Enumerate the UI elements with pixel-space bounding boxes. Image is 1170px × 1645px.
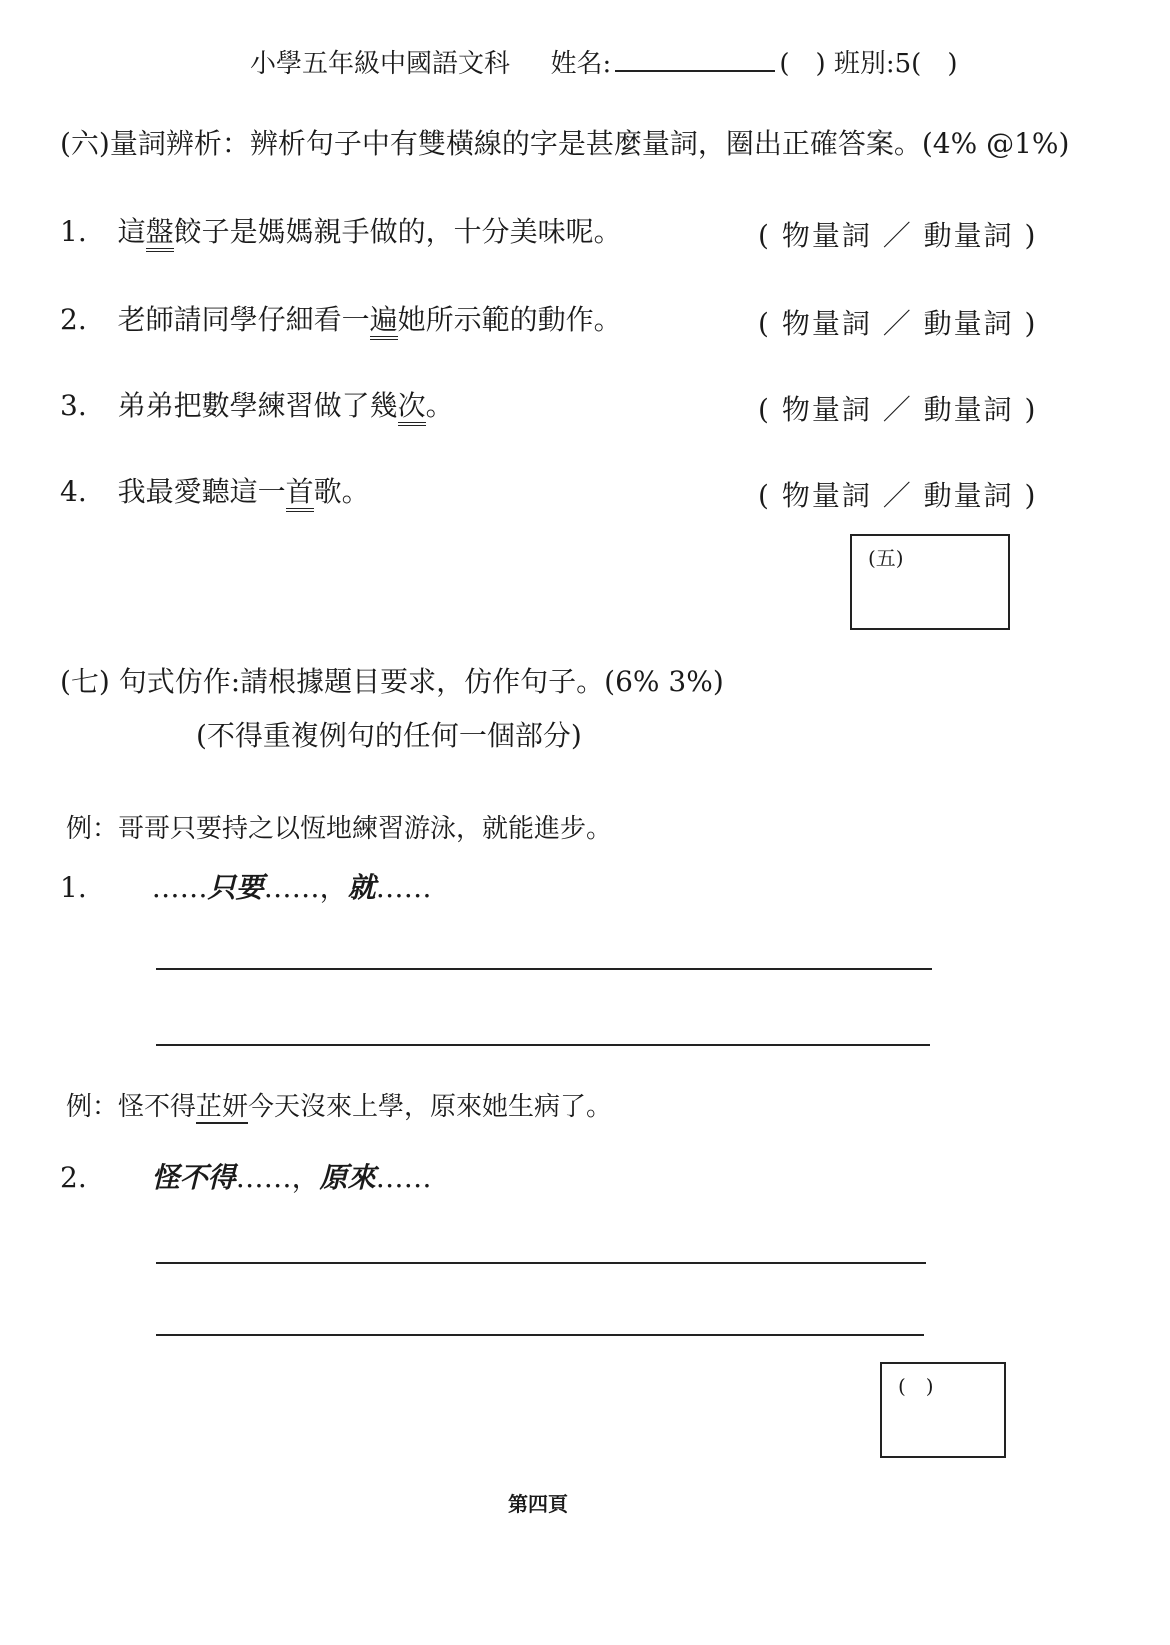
answer-line-1b[interactable] bbox=[156, 1044, 930, 1046]
keyword: 只要 bbox=[207, 871, 264, 904]
choice-4[interactable]: ( 物量詞 ／ 動量詞 ) bbox=[758, 479, 1038, 512]
subject-title: 小學五年級中國語文科 bbox=[250, 49, 511, 79]
question-number: 2. bbox=[60, 1161, 87, 1194]
score-box-label: (五) bbox=[868, 546, 904, 570]
page-number: 第四頁 bbox=[508, 1492, 568, 1516]
section7-subtitle: (不得重複例句的任何一個部分) bbox=[196, 719, 582, 752]
measure-word: 盤 bbox=[146, 215, 174, 252]
name-label: 姓名: bbox=[550, 49, 612, 79]
header bbox=[250, 44, 957, 81]
number-paren: ( ) bbox=[779, 49, 826, 79]
measure-word: 首 bbox=[286, 475, 314, 512]
score-box-section7[interactable] bbox=[880, 1362, 1006, 1458]
question-number: 3. bbox=[60, 389, 87, 422]
proper-name: 芷妍 bbox=[196, 1092, 249, 1122]
question-number: 4. bbox=[60, 475, 87, 508]
measure-word: 遍 bbox=[370, 303, 398, 340]
answer-line-2a[interactable] bbox=[156, 1262, 926, 1264]
example-1: 例：哥哥只要持之以恆地練習游泳，就能進步。 bbox=[66, 814, 613, 844]
choice-2[interactable]: ( 物量詞 ／ 動量詞 ) bbox=[758, 307, 1038, 340]
example-2: 例：怪不得芷妍今天沒來上學，原來她生病了。 bbox=[66, 1092, 613, 1122]
section6-title: (六)量詞辨析：辨析句子中有雙橫線的字是甚麼量詞，圈出正確答案。(4% @1%) bbox=[60, 127, 1070, 160]
question-number: 1. bbox=[60, 871, 87, 904]
prompt-1: 1. ……只要……，就…… bbox=[60, 871, 432, 904]
keyword: 原來 bbox=[319, 1161, 376, 1194]
keyword: 就 bbox=[347, 871, 376, 904]
answer-line-1a[interactable] bbox=[156, 968, 932, 970]
keyword: 怪不得 bbox=[151, 1161, 236, 1194]
name-blank[interactable] bbox=[615, 44, 775, 72]
choice-3[interactable]: ( 物量詞 ／ 動量詞 ) bbox=[758, 393, 1038, 426]
score-box-label: ( ) bbox=[898, 1374, 934, 1398]
section7-title: (七) 句式仿作:請根據題目要求，仿作句子。(6% 3%) bbox=[60, 665, 724, 698]
question-number: 1. bbox=[60, 215, 87, 248]
score-box-section6[interactable] bbox=[850, 534, 1010, 630]
answer-line-2b[interactable] bbox=[156, 1334, 924, 1336]
measure-word: 次 bbox=[398, 389, 426, 426]
question-number: 2. bbox=[60, 303, 87, 336]
question-1: 1. 這盤餃子是媽媽親手做的，十分美味呢。 bbox=[60, 214, 622, 250]
question-2: 2. 老師請同學仔細看一遍她所示範的動作。 bbox=[60, 302, 622, 338]
prompt-2: 2. 怪不得……，原來…… bbox=[60, 1161, 432, 1194]
class-label: 班別:5( ) bbox=[833, 49, 958, 79]
question-4: 4. 我最愛聽這一首歌。 bbox=[60, 474, 370, 510]
choice-1[interactable]: ( 物量詞 ／ 動量詞 ) bbox=[758, 219, 1038, 252]
question-3: 3. 弟弟把數學練習做了幾次。 bbox=[60, 388, 454, 424]
